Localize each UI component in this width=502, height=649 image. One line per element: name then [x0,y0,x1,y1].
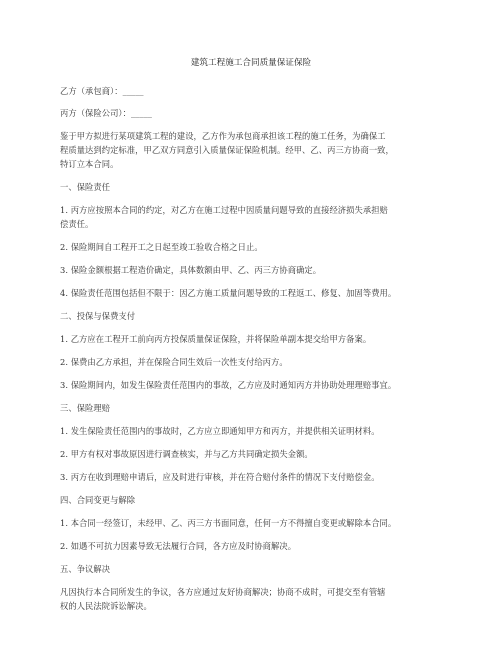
party-c-line: 丙方（保险公司）：_____ [60,108,152,118]
intro-line: 鉴于甲方拟进行某项建筑工程的建设，乙方作为承包商承担该工程的施工任务，为确保工 [60,131,386,141]
clause-line: 权的人民法院诉讼解决。 [60,601,152,611]
clause-line: 2. 甲方有权对事故原因进行调查核实，并与乙方共同确定损失金额。 [60,449,313,459]
intro-line: 特订立本合同。 [60,159,119,169]
clause-line: 4. 保险责任范围包括但不限于：因乙方施工质量问题导致的工程返工、修复、加固等费用。 [60,288,397,298]
intro-line: 程质量达到约定标准，甲乙双方同意引入质量保证保险机制。经甲、乙、丙三方协商一致， [60,145,394,155]
section-heading: 五、争议解决 [60,564,111,574]
clause-line: 3. 丙方在收到理赔申请后，应及时进行审核，并在符合赔付条件的情况下支付赔偿金。 [60,472,380,482]
clause-line: 偿责任。 [60,219,94,229]
section-heading: 一、保险责任 [60,182,111,192]
document-title: 建筑工程施工合同质量保证保险 [190,58,312,68]
clause-line: 1. 发生保险责任范围内的事故时，乙方应立即通知甲方和丙方，并提供相关证明材料。 [60,426,380,436]
clause-line: 1. 本合同一经签订，未经甲、乙、丙三方书面同意，任何一方不得擅自变更或解除本合同。 [60,518,397,528]
section-heading: 四、合同变更与解除 [60,495,136,505]
clause-line: 1. 乙方应在工程开工前向丙方投保质量保证保险，并将保险单副本提交给甲方备案。 [60,334,372,344]
party-b-line: 乙方（承包商）：_____ [60,86,144,96]
clause-line: 3. 保险金额根据工程造价确定，具体数额由甲、乙、丙三方协商确定。 [60,265,322,275]
clause-line: 凡因执行本合同所发生的争议，各方应通过友好协商解决；协商不成时，可提交至有管辖 [60,587,386,597]
section-heading: 三、保险理赔 [60,403,111,413]
section-heading: 二、投保与保费支付 [60,311,136,321]
clause-line: 2. 保费由乙方承担，并在保险合同生效后一次性支付给丙方。 [60,357,288,367]
clause-line: 3. 保险期间内，如发生保险责任范围内的事故，乙方应及时通知丙方并协助处理理赔事宜。 [60,380,397,390]
clause-line: 2. 保险期间自工程开工之日起至竣工验收合格之日止。 [60,242,263,252]
clause-line: 1. 丙方应按照本合同的约定，对乙方在施工过程中因质量问题导致的直接经济损失承担赔 [60,205,388,215]
clause-line: 2. 如遇不可抗力因素导致无法履行合同，各方应及时协商解决。 [60,541,297,551]
